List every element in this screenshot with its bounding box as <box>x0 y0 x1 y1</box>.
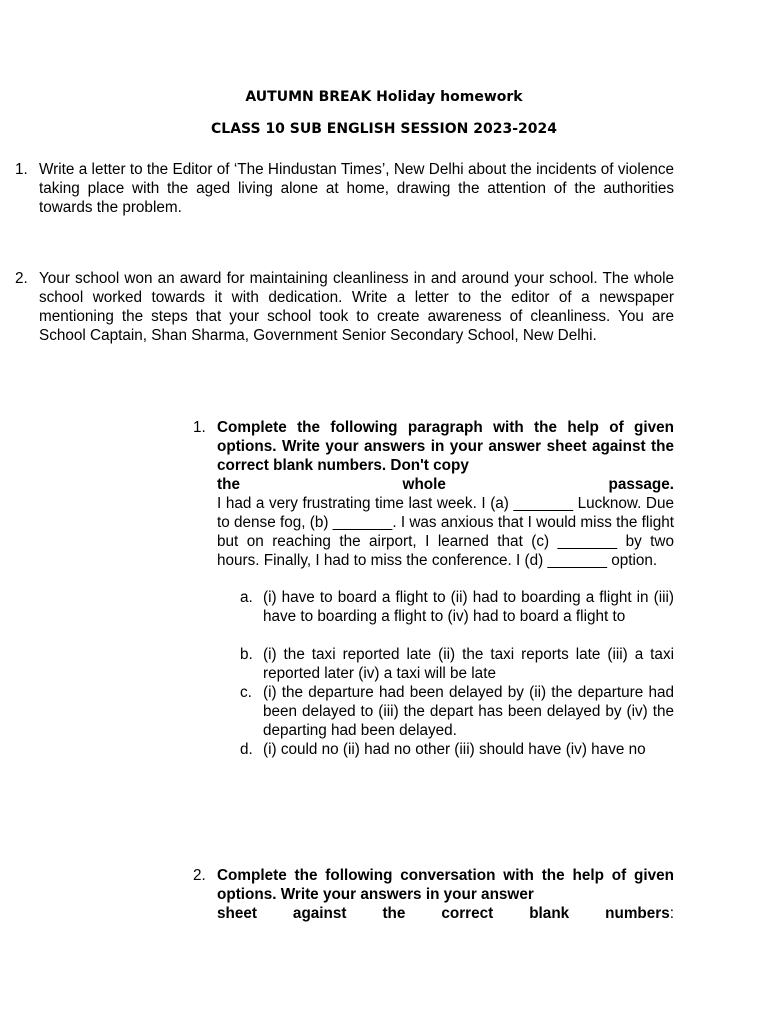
question-number: 1. <box>193 419 206 436</box>
option-text: (i) have to board a flight to (ii) had to boarding a flight in (iii) have to boarding a flight to (iv) had to board a flight to <box>263 589 674 625</box>
option-text: (i) could no (ii) had no other (iii) should have (iv) have no <box>263 741 646 758</box>
instruction-text-tail: the whole passage. <box>217 476 674 493</box>
option-letter: a. <box>240 589 253 606</box>
option-letter: d. <box>240 741 253 758</box>
question-number: 1. <box>15 161 28 178</box>
option-letter: c. <box>240 684 252 701</box>
question-text: Your school won an award for maintaining cleanliness in and around your school. The whole school worked towards it with dedication. Write a letter to the editor of a newspaper mentioning the steps that your school took to create awareness of cleanliness. You are School Captain, Shan Sharma, Government Senior Secondary School, New Delhi. <box>39 270 674 344</box>
option-letter: b. <box>240 646 253 663</box>
option-text: (i) the taxi reported late (ii) the taxi reports late (iii) a taxi reported later (iv) a taxi will be late <box>263 646 674 682</box>
question-number: 2. <box>15 270 28 287</box>
instruction-tail-colon: : <box>669 905 674 922</box>
page-subtitle: CLASS 10 SUB ENGLISH SESSION 2023-2024 <box>211 121 557 137</box>
instruction-text: Complete the following conversation with the help of given options. Write your answers in your answer <box>217 867 674 903</box>
question-number: 2. <box>193 867 206 884</box>
instruction-text-tail <box>217 904 674 923</box>
question-body <box>217 866 674 923</box>
instruction-tail-bold: sheet against the correct blank numbers <box>217 905 670 922</box>
instruction-text: Complete the following paragraph with the help of given options. Write your answers in your answer sheet against the correct blank numbers. Don't copy <box>217 419 674 474</box>
option-text: (i) the departure had been delayed by (ii) the departure had been delayed to (iii) the depart has been delayed by (iv) the departing had been delayed. <box>263 684 674 739</box>
passage-text: I had a very frustrating time last week. I (a) _______ Lucknow. Due to dense fog, (b) _______. I was anxious that I would miss the flight but on reaching the airport, I learned that (c) _______ by two hours. Finally, I had to miss the conference. I (d) _______ option. <box>217 495 674 569</box>
question-text: Write a letter to the Editor of ‘The Hindustan Times’, New Delhi about the incidents of violence taking place with the aged living alone at home, drawing the attention of the authorities towards the problem. <box>39 161 674 216</box>
page-title: AUTUMN BREAK Holiday homework <box>245 89 523 105</box>
question-body <box>217 418 674 570</box>
